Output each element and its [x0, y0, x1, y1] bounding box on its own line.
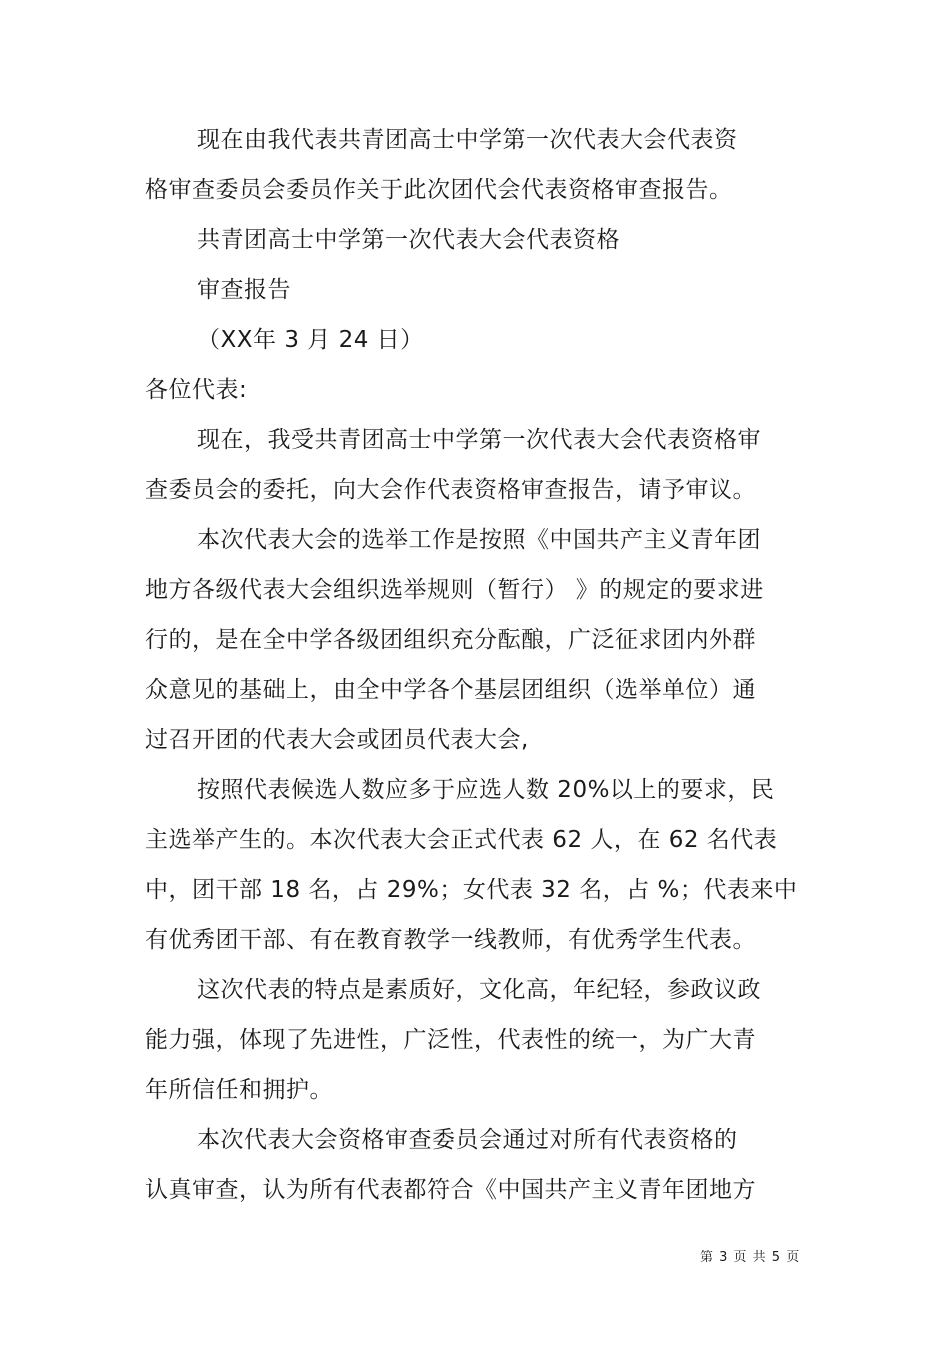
- paragraph-line: 这次代表的特点是素质好，文化高，年纪轻，参政议政: [197, 977, 761, 1003]
- paragraph-line: 本次代表大会的选举工作是按照《中国共产主义青年团: [197, 527, 761, 553]
- paragraph-line: 主选举产生的。本次代表大会正式代表 62 人，在 62 名代表: [145, 827, 778, 853]
- paragraph-line: 过召开团的代表大会或团员代表大会,: [145, 727, 529, 753]
- paragraph-line: 年所信任和拥护。: [145, 1077, 333, 1103]
- paragraph-line: 认真审查，认为所有代表都符合《中国共产主义青年团地方: [145, 1177, 756, 1203]
- paragraph-line: 众意见的基础上，由全中学各个基层团组织（选举单位）通: [145, 677, 756, 703]
- paragraph-line: 行的，是在全中学各级团组织充分酝酿，广泛征求团内外群: [145, 627, 756, 653]
- paragraph-line: 现在，我受共青团高士中学第一次代表大会代表资格审: [197, 427, 761, 453]
- paragraph-line: 现在由我代表共青团高士中学第一次代表大会代表资: [197, 127, 738, 153]
- paragraph-line: 有优秀团干部、有在教育教学一线教师，有优秀学生代表。: [145, 927, 756, 953]
- paragraph-line: 能力强，体现了先进性，广泛性，代表性的统一，为广大青: [145, 1027, 756, 1053]
- page-number-footer: 第 3 页 共 5 页: [700, 1250, 801, 1265]
- paragraph-line: 查委员会的委托，向大会作代表资格审查报告，请予审议。: [145, 477, 756, 503]
- salutation: 各位代表:: [145, 377, 248, 403]
- paragraph-line: 本次代表大会资格审查委员会通过对所有代表资格的: [197, 1127, 738, 1153]
- paragraph-line: 按照代表候选人数应多于应选人数 20%以上的要求，民: [197, 777, 775, 803]
- paragraph-line: 格审查委员会委员作关于此次团代会代表资格审查报告。: [145, 177, 733, 203]
- paragraph-line: 中，团干部 18 名，占 29%；女代表 32 名，占 %；代表来中: [145, 877, 798, 903]
- report-title-line: 共青团高士中学第一次代表大会代表资格: [197, 227, 620, 253]
- paragraph-line: 地方各级代表大会组织选举规则（暂行） 》的规定的要求进: [145, 577, 764, 603]
- report-title-line: 审查报告: [197, 277, 291, 303]
- report-date: （XX年 3 月 24 日）: [197, 327, 424, 353]
